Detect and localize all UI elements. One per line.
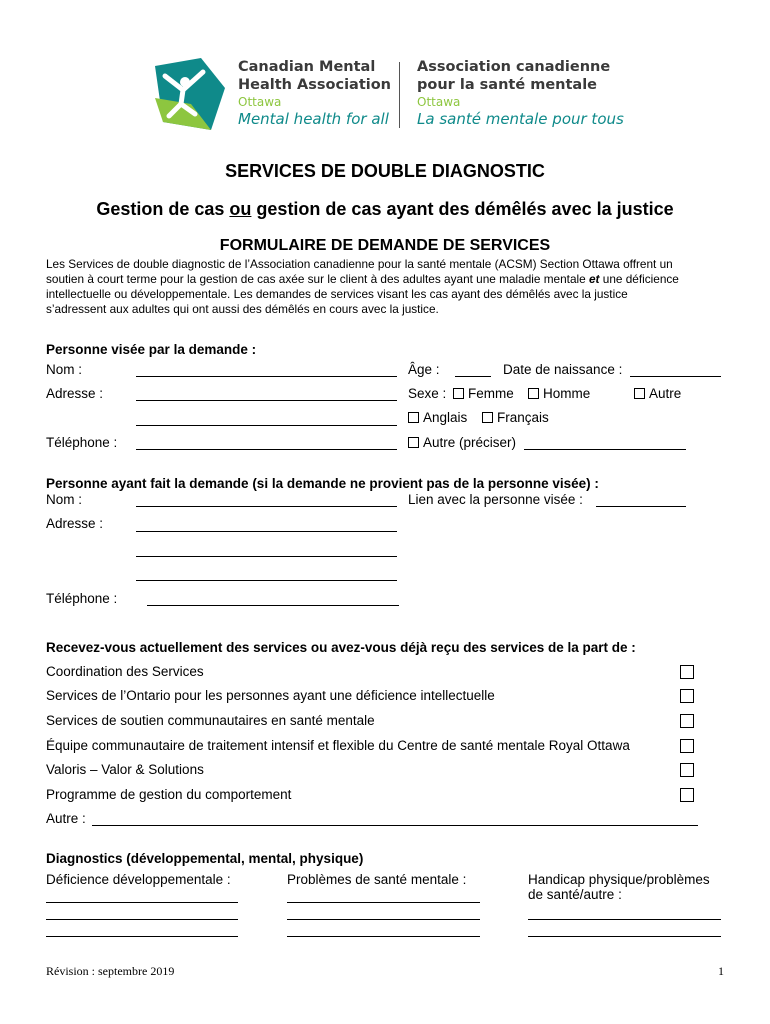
- page-number: 1: [718, 964, 724, 978]
- age-field[interactable]: [455, 376, 491, 377]
- demandeur-nom-field[interactable]: [136, 506, 397, 507]
- diag-col1-label: Déficience développementale :: [46, 872, 231, 887]
- autre-sexe-checkbox[interactable]: [634, 388, 645, 399]
- demandeur-telephone-label: Téléphone :: [46, 591, 118, 606]
- service-item-label: Équipe communautaire de traitement intensif et flexible du Centre de santé mentale Royal Ottawa: [46, 738, 630, 753]
- section1-heading: Personne visée par la demande :: [46, 342, 257, 357]
- logo-fr-city: Ottawa: [417, 95, 461, 109]
- intro-line2-b: une déficience: [599, 272, 679, 286]
- lien-label: Lien avec la personne visée :: [408, 492, 583, 507]
- autre-langue-field[interactable]: [524, 449, 686, 450]
- nom-field[interactable]: [136, 376, 397, 377]
- service-autre-field[interactable]: [92, 825, 698, 826]
- autre-langue-label: Autre (préciser): [423, 435, 517, 450]
- diag-col3-field-1[interactable]: [528, 919, 721, 920]
- dob-label: Date de naissance :: [503, 362, 623, 377]
- diag-col3-field-2[interactable]: [528, 936, 721, 937]
- diag-col2-field-1[interactable]: [287, 902, 480, 903]
- intro-line4: s’adressent aux adultes qui ont aussi des démêlés en cours avec la justice.: [46, 302, 439, 316]
- logo-fr-tagline: La santé mentale pour tous: [417, 110, 624, 128]
- diag-col3-label: [528, 872, 710, 902]
- demandeur-adresse-label: Adresse :: [46, 516, 104, 531]
- adresse-field-2[interactable]: [136, 425, 397, 426]
- francais-label: Français: [497, 410, 549, 425]
- diag-col3-line1: Handicap physique/problèmes: [528, 872, 710, 887]
- service-checkbox[interactable]: [680, 689, 694, 703]
- diag-col1-field-2[interactable]: [46, 919, 238, 920]
- diag-col1-field-3[interactable]: [46, 936, 238, 937]
- nom-label: Nom :: [46, 362, 83, 377]
- demandeur-adresse-field-3[interactable]: [136, 580, 397, 581]
- service-item-label: Services de l’Ontario pour les personnes ayant une déficience intellectuelle: [46, 688, 495, 703]
- service-checkbox[interactable]: [680, 763, 694, 777]
- diag-col2-field-2[interactable]: [287, 919, 480, 920]
- logo: [155, 58, 625, 133]
- femme-checkbox[interactable]: [453, 388, 464, 399]
- page-title: SERVICES DE DOUBLE DIAGNOSTIC: [225, 161, 545, 181]
- adresse-field-1[interactable]: [136, 400, 397, 401]
- diag-col2-field-3[interactable]: [287, 936, 480, 937]
- revision-date: Révision : septembre 2019: [46, 964, 175, 978]
- diag-col3-line2: de santé/autre :: [528, 887, 622, 902]
- femme-label: Femme: [468, 386, 514, 401]
- service-checkbox[interactable]: [680, 714, 694, 728]
- diag-col2-label: Problèmes de santé mentale :: [287, 872, 467, 887]
- section3-heading: Recevez-vous actuellement des services ou avez-vous déjà reçu des services de la part de :: [46, 640, 636, 655]
- page-subtitle: [0, 199, 770, 220]
- femme-option[interactable]: [453, 386, 514, 401]
- age-label: Âge :: [408, 362, 440, 377]
- anglais-label: Anglais: [423, 410, 468, 425]
- demandeur-nom-label: Nom :: [46, 492, 83, 507]
- francais-option[interactable]: [482, 410, 549, 425]
- logo-en-city: Ottawa: [238, 95, 282, 109]
- telephone-field[interactable]: [136, 449, 397, 450]
- service-checkbox[interactable]: [680, 665, 694, 679]
- intro-line1: Les Services de double diagnostic de l’Association canadienne pour la santé mentale (ACSM) Section Ottawa offrent un: [46, 257, 673, 271]
- section2-heading: Personne ayant fait la demande (si la demande ne provient pas de la personne visée) :: [46, 476, 599, 491]
- intro-line2: [46, 272, 679, 287]
- service-item-label: Coordination des Services: [46, 664, 204, 679]
- francais-checkbox[interactable]: [482, 412, 493, 423]
- subtitle-part2: gestion de cas ayant des démêlés avec la justice: [251, 199, 674, 219]
- homme-option[interactable]: [528, 386, 590, 401]
- section4-heading: Diagnostics (développemental, mental, physique): [46, 851, 364, 866]
- logo-en-line2: Health Association: [238, 77, 392, 93]
- dob-field[interactable]: [630, 376, 721, 377]
- service-item-label: Valoris – Valor & Solutions: [46, 762, 204, 777]
- service-autre-label: Autre :: [46, 811, 86, 826]
- demandeur-adresse-field-1[interactable]: [136, 531, 397, 532]
- form-title: FORMULAIRE DE DEMANDE DE SERVICES: [219, 237, 551, 254]
- service-item-label: Programme de gestion du comportement: [46, 787, 292, 802]
- anglais-option[interactable]: [408, 410, 467, 425]
- subtitle-underlined: ou: [229, 199, 252, 219]
- sexe-label: Sexe :: [408, 386, 447, 401]
- lien-field[interactable]: [596, 506, 686, 507]
- service-checkbox[interactable]: [680, 739, 694, 753]
- autre-langue-checkbox[interactable]: [408, 437, 419, 448]
- homme-checkbox[interactable]: [528, 388, 539, 399]
- cmha-logo-icon: [155, 58, 225, 130]
- telephone-label: Téléphone :: [46, 435, 118, 450]
- homme-label: Homme: [543, 386, 591, 401]
- autre-sexe-option[interactable]: [634, 386, 681, 401]
- intro-paragraph: [46, 257, 679, 317]
- demandeur-adresse-field-2[interactable]: [136, 556, 397, 557]
- logo-en-tagline: Mental health for all: [238, 110, 389, 128]
- autre-sexe-label: Autre: [649, 386, 682, 401]
- logo-divider: [399, 62, 400, 128]
- logo-fr-line2: pour la santé mentale: [417, 77, 598, 93]
- service-checkbox[interactable]: [680, 788, 694, 802]
- intro-line3: intellectuelle ou développementale. Les demandes de services visant les cas ayant des démêlés avec la justice: [46, 287, 628, 301]
- subtitle-part1: Gestion de cas: [96, 199, 230, 219]
- logo-en-line1: Canadian Mental: [238, 59, 376, 75]
- intro-line2-em: et: [588, 272, 600, 286]
- diag-col1-field-1[interactable]: [46, 902, 238, 903]
- intro-line2-a: soutien à court terme pour la gestion de cas axée sur le client à des adultes ayant une maladie mentale: [46, 272, 589, 286]
- anglais-checkbox[interactable]: [408, 412, 419, 423]
- logo-fr-line1: Association canadienne: [417, 59, 611, 75]
- service-item-label: Services de soutien communautaires en santé mentale: [46, 713, 375, 728]
- adresse-label: Adresse :: [46, 386, 104, 401]
- demandeur-telephone-field[interactable]: [147, 605, 399, 606]
- autre-langue-option[interactable]: [408, 435, 516, 450]
